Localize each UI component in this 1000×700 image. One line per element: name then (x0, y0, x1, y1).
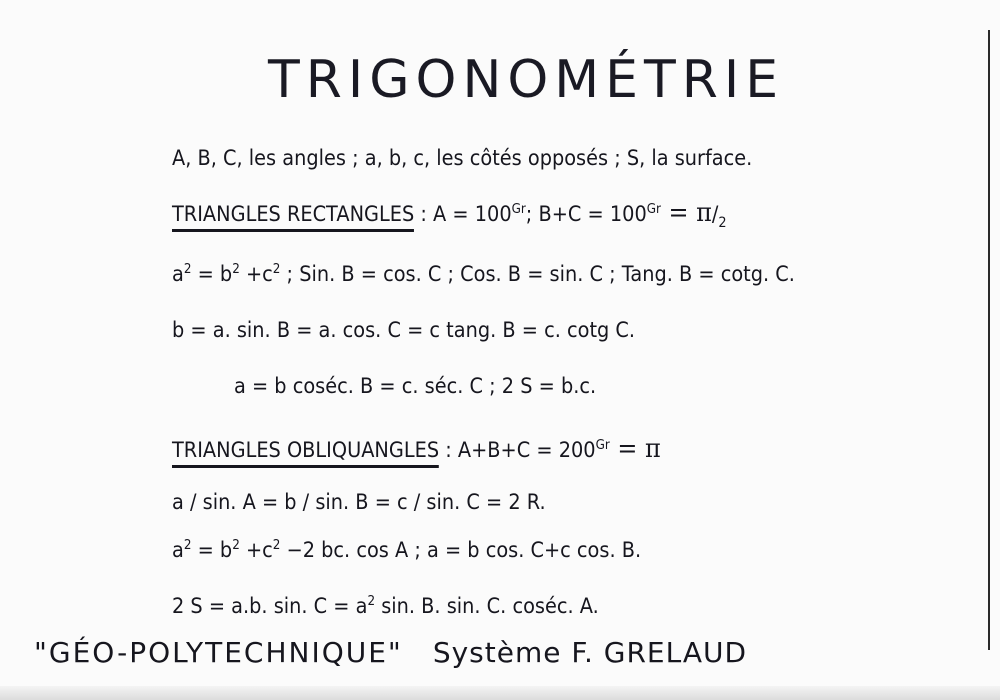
right-line-1 (172, 262, 795, 286)
oblique-triangles-heading: TRIANGLES OBLIQUANGLES (172, 438, 439, 468)
var-c: +c (239, 262, 273, 286)
right-line-2: b = a. sin. B = a. cos. C = c tang. B = c. cotg C. (172, 318, 636, 342)
square: 2 (272, 262, 281, 277)
square: 2 (183, 262, 192, 277)
square: 2 (367, 594, 376, 609)
square: 2 (232, 538, 240, 553)
oblique-formula-pi: = π (609, 434, 661, 464)
oblique-formula-a: : A+B+C = 200 (445, 438, 596, 462)
right-formula-slash: / (711, 202, 719, 226)
var-c: +c (239, 538, 273, 562)
footer-system: Système F. GRELAUD (432, 636, 748, 669)
var-b: = b (191, 262, 233, 286)
footer-brand: "GÉO-POLYTECHNIQUE" (34, 636, 403, 669)
right-formula-a: : A = 100 (420, 202, 512, 226)
oblique-triangles-heading-line (172, 434, 661, 468)
var-b: = b (191, 538, 233, 562)
right-line-1-rest: ; Sin. B = cos. C ; Cos. B = sin. C ; Tang. B = cotg. C. (280, 262, 795, 286)
oblique-line-2-rest: −2 bc. cos A ; a = b cos. C+c cos. B. (280, 538, 642, 562)
square: 2 (232, 262, 240, 277)
square: 2 (272, 538, 281, 553)
right-formula-two: 2 (718, 215, 727, 231)
var-a: a (172, 538, 184, 562)
card-edge-line (988, 30, 990, 650)
grad-unit-1: Gr (511, 202, 526, 217)
right-triangles-heading-line (172, 198, 727, 232)
grad-unit-3: Gr (595, 438, 610, 453)
right-triangles-heading: TRIANGLES RECTANGLES (172, 202, 414, 232)
oblique-line-3-start: 2 S = a.b. sin. C = a (172, 594, 368, 618)
var-a: a (172, 262, 184, 286)
right-formula-b: ; B+C = 100 (525, 202, 647, 226)
intro-line: A, B, C, les angles ; a, b, c, les côtés opposés ; S, la surface. (172, 146, 753, 170)
square: 2 (183, 538, 192, 553)
oblique-line-1: a / sin. A = b / sin. B = c / sin. C = 2 R. (172, 490, 546, 514)
oblique-line-2 (172, 538, 641, 562)
grad-unit-2: Gr (646, 202, 661, 217)
right-line-3: a = b coséc. B = c. séc. C ; 2 S = b.c. (234, 374, 597, 398)
right-formula-pi: = π (660, 198, 712, 228)
oblique-line-3 (172, 594, 599, 618)
card-bottom-edge (0, 686, 1000, 700)
footer (34, 636, 747, 669)
page-title: TRIGONOMÉTRIE (268, 50, 785, 110)
oblique-line-3-rest: sin. B. sin. C. coséc. A. (375, 594, 599, 618)
